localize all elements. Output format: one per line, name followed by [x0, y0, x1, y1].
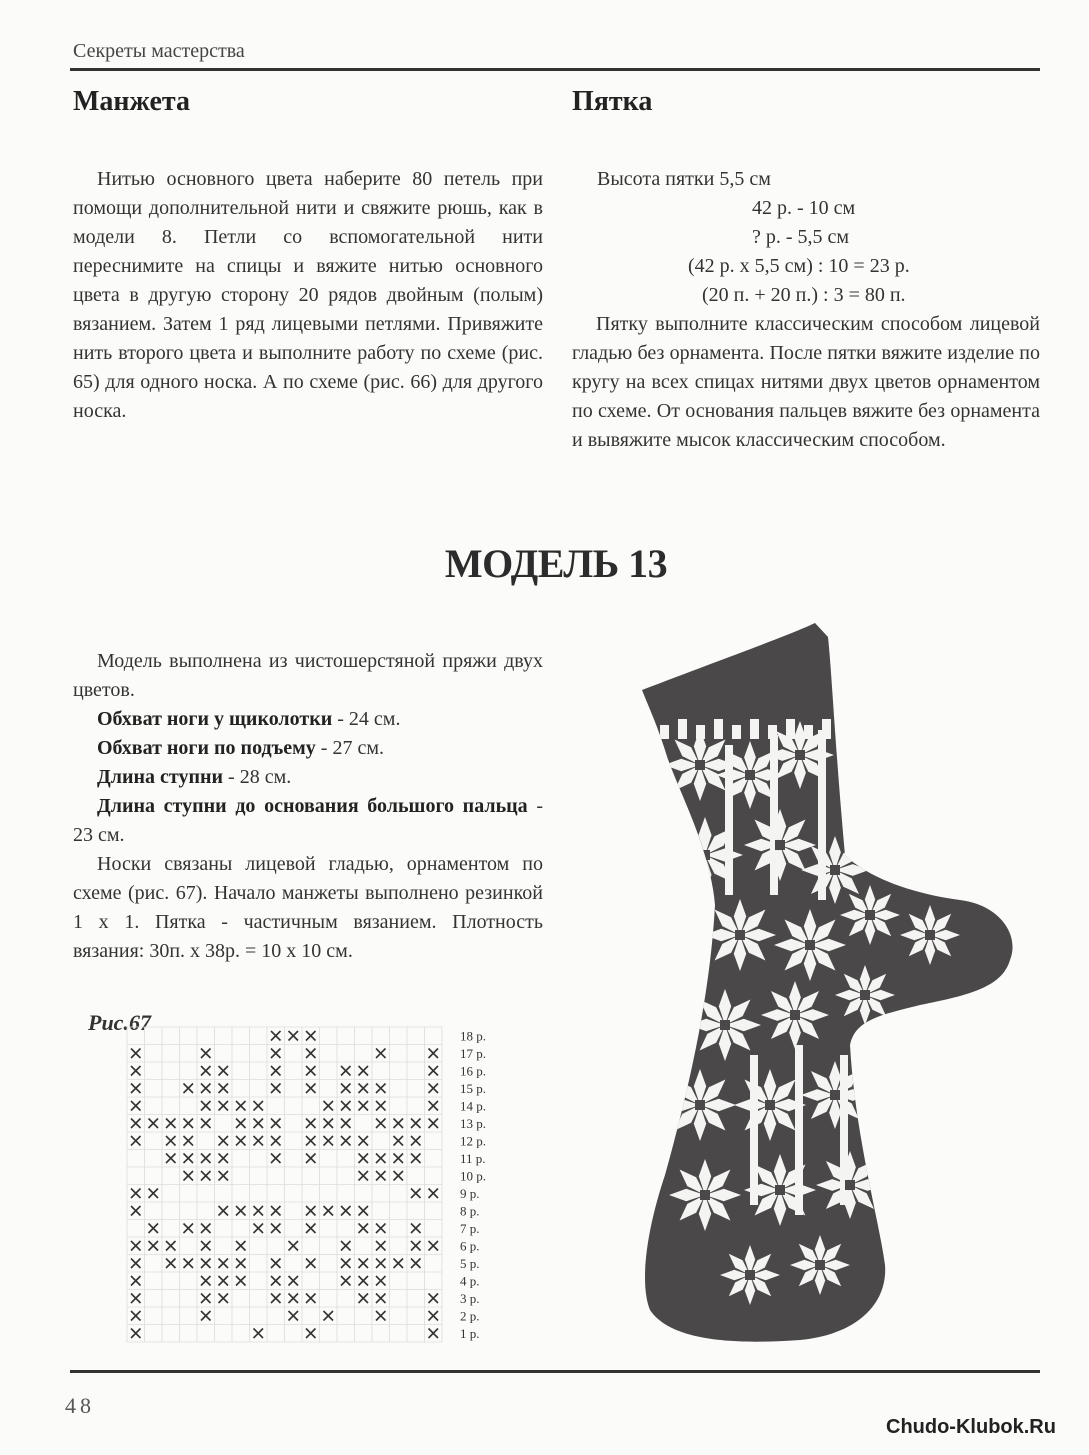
chart-cross	[359, 1084, 369, 1094]
chart-cross	[219, 1084, 229, 1094]
chart-cross	[271, 1154, 281, 1164]
chart-cross	[429, 1049, 439, 1059]
heel-calc-line-3: (42 р. х 5,5 см) : 10 = 23 р.	[688, 255, 910, 277]
chart-cross	[411, 1154, 421, 1164]
chart-cross	[131, 1329, 141, 1339]
chart-cross	[201, 1154, 211, 1164]
chart-cross	[254, 1136, 264, 1146]
chart-row-label: 17 р.	[460, 1046, 486, 1061]
spec-item	[97, 763, 543, 792]
chart-cross	[201, 1119, 211, 1129]
chart-cross	[411, 1136, 421, 1146]
chart-cross	[376, 1171, 386, 1181]
chart-cross	[271, 1084, 281, 1094]
chart-row-label: 13 р.	[460, 1116, 486, 1131]
chart-cross	[341, 1276, 351, 1286]
chart-row-label: 12 р.	[460, 1133, 486, 1149]
ornament-stripe	[714, 719, 723, 739]
ornament-stripe	[732, 725, 741, 739]
chart-cross	[429, 1329, 439, 1339]
snowflake-motif	[664, 1069, 736, 1141]
chart-cross	[359, 1259, 369, 1269]
snowflake-motif	[689, 989, 761, 1061]
model-intro: Модель выполнена из чистошерстяной пряжи двух цветов.	[73, 650, 543, 701]
chart-cross	[219, 1259, 229, 1269]
chart-cross	[341, 1084, 351, 1094]
chart-cross	[166, 1154, 176, 1164]
chart-cross	[429, 1189, 439, 1199]
chart-cross	[376, 1259, 386, 1269]
snowflake-motif	[669, 1159, 741, 1231]
chart-cross	[201, 1276, 211, 1286]
chart-cross	[359, 1136, 369, 1146]
chart-cross	[236, 1136, 246, 1146]
chart-cross	[289, 1311, 299, 1321]
chart-cross	[184, 1119, 194, 1129]
model-intro-block	[73, 647, 543, 705]
chart-cross	[219, 1136, 229, 1146]
chart-cross	[166, 1136, 176, 1146]
chart-cross	[184, 1136, 194, 1146]
chart-cross	[201, 1049, 211, 1059]
chart-cross	[271, 1049, 281, 1059]
snowflake-motif	[761, 981, 829, 1049]
chart-cross	[359, 1171, 369, 1181]
bottom-rule	[70, 1370, 1040, 1373]
spec-value: - 23 см.	[73, 795, 543, 846]
chart-cross	[306, 1224, 316, 1234]
snowflake-motif	[704, 899, 776, 971]
chart-row-label: 11 р.	[460, 1151, 486, 1166]
model-description-block	[73, 850, 543, 966]
heel-heading: Пятка	[572, 86, 653, 117]
chart-cross	[184, 1224, 194, 1234]
chart-cross	[254, 1101, 264, 1111]
snowflake-motif	[900, 905, 960, 965]
chart-cross	[219, 1101, 229, 1111]
chart-cross	[201, 1259, 211, 1269]
chart-cross	[306, 1031, 316, 1041]
chart-cross	[306, 1049, 316, 1059]
chart-cross	[201, 1241, 211, 1251]
chart-cross	[289, 1031, 299, 1041]
chart-cross	[394, 1154, 404, 1164]
chart-cross	[131, 1311, 141, 1321]
chart-cross	[271, 1206, 281, 1216]
chart-cross	[201, 1084, 211, 1094]
chart-cross	[201, 1294, 211, 1304]
chart-cross	[411, 1241, 421, 1251]
chart-row-label: 3 р.	[460, 1291, 480, 1306]
chart-cross	[131, 1241, 141, 1251]
chart-cross	[131, 1101, 141, 1111]
chart-cross	[184, 1084, 194, 1094]
chart-cross	[219, 1154, 229, 1164]
chart-cross	[306, 1259, 316, 1269]
chart-cross	[131, 1294, 141, 1304]
chart-cross	[429, 1294, 439, 1304]
figure-label: Рис.67	[88, 1010, 151, 1035]
chart-cross	[131, 1189, 141, 1199]
ornament-stripe	[768, 725, 777, 739]
chart-cross	[271, 1119, 281, 1129]
chart-cross	[184, 1259, 194, 1269]
chart-cross	[341, 1241, 351, 1251]
chart-row-label: 14 р.	[460, 1098, 486, 1114]
heel-text: Пятку выполните классическим способом лицевой гладью без орнамента. После пятки вяжите изделие по кругу на всех спицах нитями двух цветов орнаментом по схеме. От основания пальцев вяжите без орнамента и вывяжите мысок классическим способом.	[572, 313, 1040, 451]
snowflake-motif	[734, 1069, 806, 1141]
chart-cross	[131, 1119, 141, 1129]
chart-cross	[341, 1136, 351, 1146]
chart-cross	[376, 1119, 386, 1129]
chart-cross	[411, 1259, 421, 1269]
chart-cross	[306, 1329, 316, 1339]
chart-cross	[131, 1206, 141, 1216]
chart-cross	[411, 1119, 421, 1129]
chart-cross	[341, 1066, 351, 1076]
chart-grid	[127, 1027, 442, 1342]
chart-cross	[271, 1259, 281, 1269]
spec-item	[97, 705, 543, 734]
snowflake-motif	[835, 965, 895, 1025]
chart-cross	[149, 1119, 159, 1129]
cuff-text-block	[73, 165, 543, 426]
sock-illustration	[630, 615, 1030, 1355]
chart-cross	[149, 1241, 159, 1251]
spec-label: Обхват ноги у щиколотки	[97, 708, 333, 730]
chart-cross	[201, 1101, 211, 1111]
chart-cross	[359, 1154, 369, 1164]
chart-cross	[271, 1276, 281, 1286]
chart-cross	[324, 1101, 334, 1111]
spec-value: - 27 см.	[320, 737, 384, 759]
chart-cross	[184, 1154, 194, 1164]
chart-cross	[201, 1311, 211, 1321]
page-number: 48	[65, 1393, 95, 1418]
chart-cross	[131, 1066, 141, 1076]
chart-cross	[359, 1206, 369, 1216]
chart-cross	[359, 1224, 369, 1234]
snowflake-motif	[716, 741, 784, 809]
top-rule	[70, 68, 1040, 71]
chart-row-label: 18 р.	[460, 1028, 486, 1044]
ornament-stripe	[750, 1055, 758, 1205]
chart-cross	[376, 1101, 386, 1111]
chart-cross	[341, 1206, 351, 1216]
chart-cross	[289, 1241, 299, 1251]
snowflake-motif	[766, 721, 834, 789]
chart-cross	[394, 1136, 404, 1146]
chart-cross	[131, 1259, 141, 1269]
chart-cross	[411, 1189, 421, 1199]
chart-cross	[131, 1084, 141, 1094]
chart-row-label: 2 р.	[460, 1308, 480, 1324]
chart-cross	[324, 1206, 334, 1216]
spec-label: Обхват ноги по подъему	[97, 737, 316, 759]
heel-height-line: Высота пятки 5,5 см	[597, 168, 771, 190]
spec-value: - 24 см.	[337, 708, 401, 730]
chart-row-label: 10 р.	[460, 1168, 486, 1184]
chart-cross	[411, 1224, 421, 1234]
chart-cross	[236, 1206, 246, 1216]
chart-row-label: 9 р.	[460, 1186, 480, 1201]
chart-cross	[306, 1294, 316, 1304]
chart-cross	[219, 1066, 229, 1076]
chart-cross	[236, 1276, 246, 1286]
chart-cross	[236, 1241, 246, 1251]
chart-cross	[306, 1136, 316, 1146]
chart-cross	[236, 1101, 246, 1111]
ornament-stripe	[822, 719, 831, 739]
chart-cross	[271, 1224, 281, 1234]
spec-item	[97, 734, 543, 763]
chart-row-label: 8 р.	[460, 1203, 480, 1219]
chart-cross	[429, 1084, 439, 1094]
chart-cross	[271, 1136, 281, 1146]
snowflake-motif	[801, 836, 869, 904]
chart-cross	[201, 1224, 211, 1234]
ornament-stripe	[750, 719, 759, 739]
chart-cross	[341, 1101, 351, 1111]
model-title: МОДЕЛЬ 13	[444, 541, 668, 586]
chart-cross	[324, 1311, 334, 1321]
watermark: Chudo-Klubok.Ru	[886, 1416, 1056, 1438]
chart-cross	[131, 1276, 141, 1286]
chart-cross	[429, 1119, 439, 1129]
chart-cross	[166, 1259, 176, 1269]
pattern-chart	[125, 1025, 510, 1355]
chart-cross	[219, 1206, 229, 1216]
heel-calc-line-1: 42 р. - 10 см	[752, 197, 856, 219]
snowflake-motif	[801, 1061, 869, 1129]
chart-cross	[341, 1259, 351, 1269]
chart-cross	[271, 1066, 281, 1076]
chart-cross	[394, 1119, 404, 1129]
chart-cross	[429, 1241, 439, 1251]
chart-cross	[201, 1066, 211, 1076]
chart-cross	[306, 1066, 316, 1076]
chart-cross	[236, 1119, 246, 1129]
chart-cross	[359, 1276, 369, 1286]
chart-cross	[131, 1136, 141, 1146]
chart-cross	[271, 1031, 281, 1041]
spec-label: Длина ступни до основания большого пальца	[97, 795, 528, 817]
chart-cross	[376, 1084, 386, 1094]
spec-item	[73, 792, 543, 850]
ornament-stripe	[660, 725, 669, 739]
chart-row-label: 4 р.	[460, 1273, 480, 1289]
chart-cross	[324, 1119, 334, 1129]
chart-cross	[149, 1189, 159, 1199]
chart-cross	[359, 1066, 369, 1076]
heel-calc-line-2: ? р. - 5,5 см	[752, 226, 850, 248]
snowflake-motif	[816, 1151, 884, 1219]
model-description: Носки связаны лицевой гладью, орнаментом по схеме (рис. 67). Начало манжеты выполнено резинкой 1 х 1. Пятка - частичным вязанием. Плотность вязания: 30п. х 38р. = 10 х 10 см.	[73, 853, 543, 962]
chart-cross	[149, 1224, 159, 1234]
spec-value: - 28 см.	[228, 766, 292, 788]
chart-cross	[429, 1311, 439, 1321]
chart-cross	[184, 1171, 194, 1181]
chart-cross	[306, 1154, 316, 1164]
chart-cross	[254, 1329, 264, 1339]
snowflake-motif	[744, 1154, 816, 1226]
chart-cross	[394, 1171, 404, 1181]
chart-row-labels	[460, 1029, 486, 1342]
spec-label: Длина ступни	[97, 766, 224, 788]
chart-cross	[219, 1276, 229, 1286]
chart-cross	[376, 1241, 386, 1251]
chart-cross	[219, 1171, 229, 1181]
chart-cross	[341, 1119, 351, 1129]
snowflake-motif	[774, 909, 846, 981]
chart-cross	[376, 1154, 386, 1164]
chart-cross	[131, 1049, 141, 1059]
chart-cross	[289, 1276, 299, 1286]
snowflake-motif	[664, 729, 736, 801]
ornament-stripe	[678, 719, 687, 739]
snowflake-motif	[790, 1235, 850, 1295]
chart-cross	[376, 1294, 386, 1304]
snowflake-motif	[840, 885, 900, 945]
heel-calc-line-4: (20 п. + 20 п.) : 3 = 80 п.	[702, 284, 906, 306]
chart-cross	[429, 1066, 439, 1076]
chart-cross	[306, 1206, 316, 1216]
chart-cross	[359, 1101, 369, 1111]
chart-cross	[254, 1206, 264, 1216]
chart-cross	[166, 1119, 176, 1129]
chart-cross	[201, 1171, 211, 1181]
chart-cross	[306, 1084, 316, 1094]
heel-text-block	[572, 310, 1040, 455]
chart-cross	[219, 1294, 229, 1304]
chart-row-label: 7 р.	[460, 1221, 480, 1236]
running-head: Секреты мастерства	[73, 40, 245, 62]
chart-cross	[359, 1294, 369, 1304]
cuff-text: Нитью основного цвета наберите 80 петель при помощи дополнительной нити и свяжите рюшь, как в модели 8. Петли со вспомогательной нити переснимите на спицы и вяжите нитью основного цвета в другую сторону 20 рядов двойным (полым) вязанием. Затем 1 ряд лицевыми петлями. Привяжите нить второго цвета и выполните работу по схеме (рис. 65) для одного носка. А по схеме (рис. 66) для другого носка.	[73, 168, 543, 422]
ornament-stripe	[786, 719, 795, 739]
chart-cross	[376, 1049, 386, 1059]
chart-row-label: 15 р.	[460, 1081, 486, 1096]
chart-cross	[394, 1259, 404, 1269]
chart-cross	[324, 1136, 334, 1146]
snowflake-motif	[667, 817, 743, 893]
chart-cross	[254, 1224, 264, 1234]
chart-row-label: 5 р.	[460, 1256, 480, 1271]
chart-cross	[254, 1119, 264, 1129]
chart-cross	[429, 1101, 439, 1111]
chart-cross	[236, 1259, 246, 1269]
chart-row-label: 16 р.	[460, 1063, 486, 1079]
chart-row-label: 1 р.	[460, 1326, 480, 1341]
chart-cross	[271, 1294, 281, 1304]
chart-cross	[376, 1276, 386, 1286]
chart-cross	[166, 1241, 176, 1251]
cuff-heading: Манжета	[73, 86, 191, 117]
chart-cross	[376, 1311, 386, 1321]
snowflake-motif	[720, 1245, 780, 1305]
chart-cross	[289, 1294, 299, 1304]
chart-row-label: 6 р.	[460, 1238, 480, 1254]
chart-cross	[306, 1119, 316, 1129]
chart-cross	[376, 1224, 386, 1234]
